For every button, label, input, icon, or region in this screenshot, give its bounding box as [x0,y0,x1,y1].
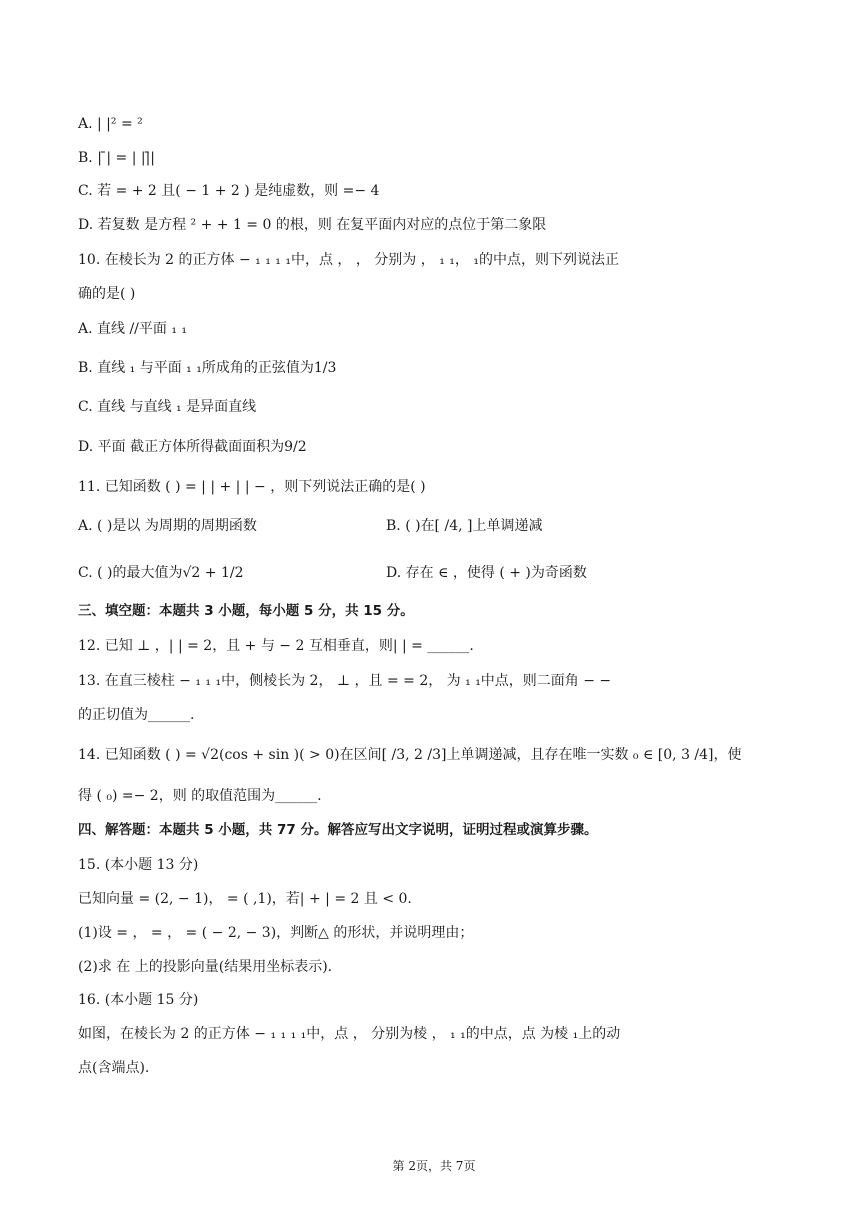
question-16-text: 如图，在棱长为 2 的正方体 − ₁ ₁ ₁ ₁中，点 ， 分别为棱 ， ₁ ₁的中点，点 为棱 ₁上的动 [78,1026,621,1042]
option-9d: D. 若复数 是方程 ² + + 1 = 0 的根，则 在复平面内对应的点位于第二象限 [78,217,547,233]
option-9a: A. | |² = ² [78,116,143,132]
page-number: 第 2页，共 7页 [392,1159,476,1173]
question-15-part1: (1)设 = ， = ， = ( − 2, − 3)，判断△ 的形状，并说明理由； [78,925,474,941]
question-10: 10. 在棱长为 2 的正方体 − ₁ ₁ ₁ ₁中，点 ， ， 分别为 ， ₁ ₁， ₁的中点，则下列说法正 [78,252,619,268]
question-15-text: 已知向量 = (2, − 1)， = ( ,1)，若| + | = 2 且 < 0. [78,891,412,907]
question-13-cont: 的正切值为______. [78,707,195,723]
question-11: 11. 已知函数 ( ) = | | + | | − ，则下列说法正确的是( ) [78,479,426,495]
section-answer: 四、解答题：本题共 5 小题，共 77 分。解答应写出文字说明，证明过程或演算步骤。 [78,822,598,838]
question-15-part2: (2)求 在 上的投影向量(结果用坐标表示). [78,959,333,975]
option-11a: A. ( )是以 为周期的周期函数 [78,518,257,534]
option-9b: B. | ̄| = | ||̄| [78,150,156,166]
question-14-cont: 得 ( ₀) =− 2，则 的取值范围为______. [78,788,322,804]
question-13: 13. 在直三棱柱 − ₁ ₁ ₁中，侧棱长为 2， ⊥ ，且 = = 2， 为 ₁ ₁中点，则二面角 − − [78,673,612,689]
option-9c: C. 若 = + 2 且( − 1 + 2 ) 是纯虚数，则 =− 4 [78,183,380,199]
option-10c: C. 直线 与直线 ₁ 是异面直线 [78,399,257,415]
option-11c: C. ( )的最大值为√2 + 1/2 [78,565,244,581]
question-15-header: 15. (本小题 13 分) [78,857,199,873]
question-16-header: 16. (本小题 15 分) [78,992,199,1008]
question-16-cont: 点(含端点). [78,1060,150,1076]
question-12: 12. 已知 ⊥ ，| | = 2，且 + 与 − 2 互相垂直，则| | = ______. [78,638,474,654]
option-11d: D. 存在 ∈ ，使得 ( + )为奇函数 [386,565,587,581]
section-fill-in: 三、填空题：本题共 3 小题，每小题 5 分，共 15 分。 [78,603,414,619]
question-14: 14. 已知函数 ( ) = √2(cos + sin )( > 0)在区间[ /3, 2 /3]上单调递减，且存在唯一实数 ₀ ∈ [0, 3 /4]，使 [78,747,742,763]
option-10b: B. 直线 ₁ 与平面 ₁ ₁所成角的正弦值为1/3 [78,360,337,376]
option-10d: D. 平面 截正方体所得截面面积为9/2 [78,439,307,455]
option-10a: A. 直线 //平面 ₁ ₁ [78,321,188,337]
question-10-cont: 确的是( ) [78,286,136,302]
option-11b: B. ( )在[ /4, ]上单调递减 [386,518,543,534]
